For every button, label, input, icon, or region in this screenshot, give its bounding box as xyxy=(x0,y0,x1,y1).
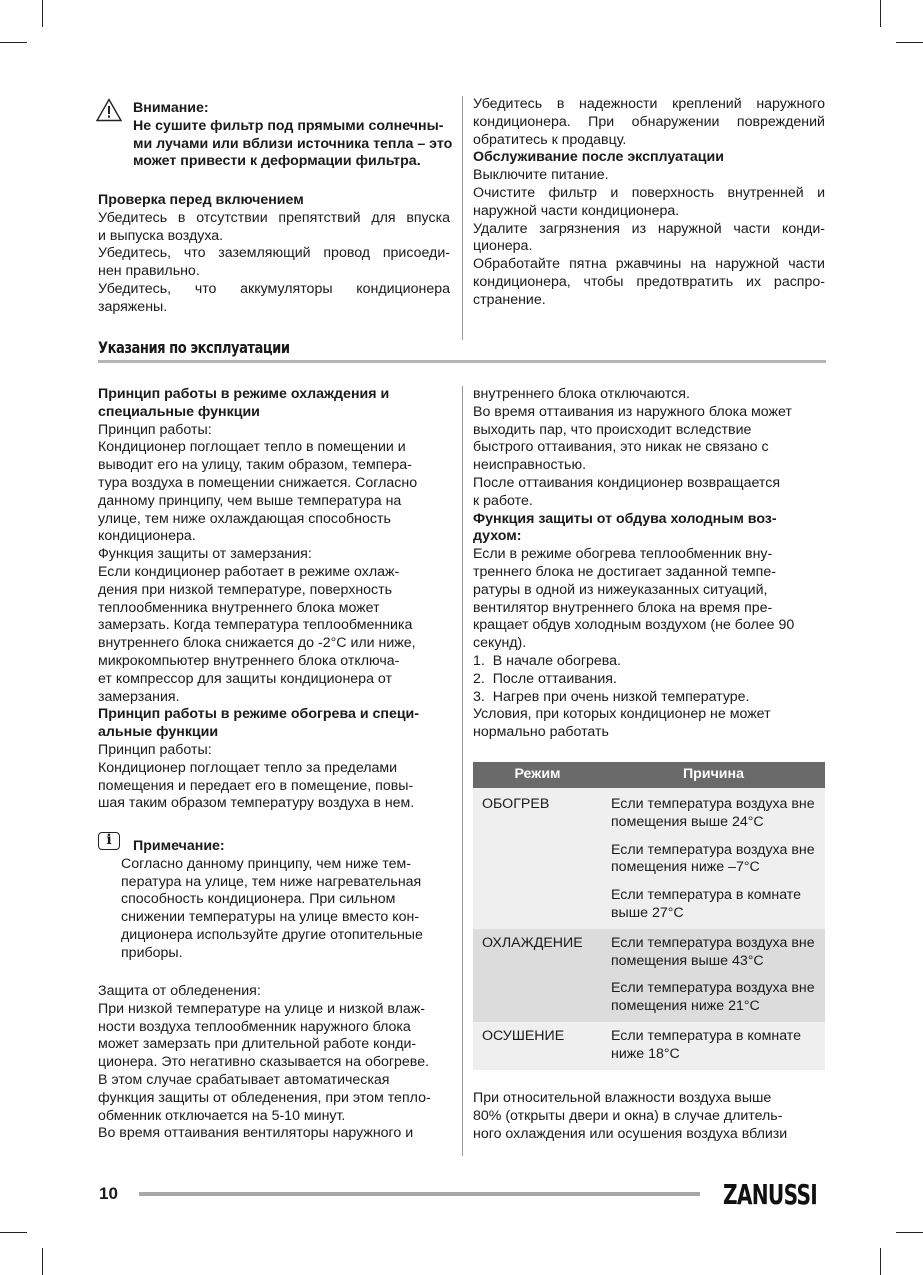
text-line: После оттаивания кондиционер возвращается xyxy=(473,474,780,491)
heading: Принцип работы в режиме охлаждения и xyxy=(98,386,390,402)
mode-cell xyxy=(473,974,602,1022)
list-item: 3. Нагрев при очень низкой температуре. xyxy=(473,688,750,705)
heading: Обслуживание после эксплуатации xyxy=(473,149,724,166)
text-line: данному принципу, чем выше температура на xyxy=(98,492,402,509)
cause-cell: Если температура воздуха вне помещения выше 24°C xyxy=(602,788,825,836)
text-line: выводит его на улицу, таким образом, темпера- xyxy=(98,457,412,474)
text-line: и выпуска воздуха. xyxy=(98,227,224,244)
table-header: Режим xyxy=(473,762,602,788)
text-line: неисправностью. xyxy=(473,457,587,474)
section-title xyxy=(98,338,826,363)
note-line: способность кондиционера. При сильном xyxy=(121,891,396,908)
text-line: кращает обдув холодным воздухом (не более 90 xyxy=(473,617,795,634)
crop-mark xyxy=(896,1232,923,1233)
text-line: Выключите питание. xyxy=(473,167,609,184)
table-row xyxy=(473,881,825,929)
heading: альные функции xyxy=(98,724,219,741)
text-line: Обработайте пятна ржавчины на наружной части xyxy=(473,256,825,273)
text-line: обменник отключается на 5-10 минут. xyxy=(98,1107,346,1124)
warning-title: Внимание: xyxy=(133,100,209,116)
cause-cell: Если температура воздуха вне помещения выше 43°C xyxy=(602,929,825,975)
footer-rule xyxy=(139,1192,700,1196)
note-line: диционера используйте другие отопительные xyxy=(121,926,423,943)
text-line: кондиционера. xyxy=(98,528,196,545)
text-line: заряжены. xyxy=(98,298,168,315)
text-line: странение. xyxy=(473,291,546,308)
mode-cell: ОСУШЕНИЕ xyxy=(473,1022,602,1070)
warning-line: Не сушите фильтр под прямыми солнечны- xyxy=(133,117,444,134)
text-line: Принцип работы: xyxy=(98,421,212,438)
heading: Проверка перед включением xyxy=(98,192,304,208)
text-line: внутреннего блока отключаются. xyxy=(473,386,690,402)
cause-cell: Если температура в комнате выше 27°C xyxy=(602,881,825,929)
text-line: Удалите загрязнения из наружной части конди- xyxy=(473,220,825,237)
text-line: может замерзать при длительной работе конди- xyxy=(98,1036,417,1053)
text-line: В этом случае срабатывает автоматическая xyxy=(98,1071,390,1088)
conditions-table xyxy=(473,762,825,1070)
text-line: Убедитесь в надежности креплений наружного xyxy=(473,96,825,112)
crop-mark xyxy=(880,0,881,27)
text-line: 80% (открыты двери и окна) в случае длитель- xyxy=(473,1107,783,1124)
table-row xyxy=(473,974,825,1022)
text-line: к работе. xyxy=(473,492,533,509)
text-line: ционера. xyxy=(473,238,533,255)
crop-mark xyxy=(896,42,923,43)
crop-mark xyxy=(42,1248,43,1275)
text-line: Если в режиме обогрева теплообменник вну- xyxy=(473,546,773,563)
note-title: Примечание: xyxy=(133,838,225,854)
page-number: 10 xyxy=(99,1184,118,1203)
mode-cell: ОХЛАЖДЕНИЕ xyxy=(473,929,602,975)
check-before-start xyxy=(98,192,450,317)
text-line: нен правильно. xyxy=(98,263,200,280)
warning-icon xyxy=(96,98,122,122)
text-line: тура воздуха в помещении снижается. Согласно xyxy=(98,474,418,491)
list-item: 1. В начале обогрева. xyxy=(473,652,621,669)
table-header-row xyxy=(473,762,825,788)
crop-mark xyxy=(42,0,43,27)
crop-mark xyxy=(0,42,27,43)
text-line: Убедитесь в отсутствии препятствий для впуска xyxy=(98,209,450,226)
crop-mark xyxy=(0,1232,27,1233)
text-line: помещения и передает его в помещение, повы- xyxy=(98,777,414,794)
text-line: Во время оттаивания вентиляторы наружного и xyxy=(98,1125,414,1142)
text-line: замерзать. Когда температура теплообменника xyxy=(98,617,413,634)
text-line: внутреннего блока снижается до -2°C или ниже, xyxy=(98,635,416,652)
column-divider xyxy=(462,96,463,340)
text-line: Убедитесь, что заземляющий провод присоеди- xyxy=(98,245,450,262)
left-column-a xyxy=(98,386,453,813)
note-line: пература на улице, тем ниже нагревательная xyxy=(121,873,422,890)
table-row xyxy=(473,1022,825,1070)
list-item: 2. После оттаивания. xyxy=(473,670,617,687)
text-line: дения при низкой температуре, поверхность xyxy=(98,581,393,598)
text-line: быстрого оттаивания, это никак не связано с xyxy=(473,439,769,456)
text-line: ности воздуха теплообменник наружного блока xyxy=(98,1018,411,1035)
text-line: наружной части кондиционера. xyxy=(473,202,680,219)
text-line: обратитесь к продавцу. xyxy=(473,131,627,148)
text-line: ет компрессор для защиты кондиционера от xyxy=(98,670,392,687)
heading: Принцип работы в режиме обогрева и специ- xyxy=(98,706,419,723)
mode-cell xyxy=(473,881,602,929)
text-line: теплообменника внутреннего блока может xyxy=(98,599,380,616)
info-icon: i xyxy=(98,832,120,850)
text-line: микрокомпьютер внутреннего блока отключа- xyxy=(98,652,400,669)
text-line: Защита от обледенения: xyxy=(98,983,261,999)
text-line: Принцип работы: xyxy=(98,741,212,758)
note-line: Согласно данному принципу, чем ниже тем- xyxy=(121,855,411,872)
text-line: шая таким образом температуру воздуха в нем. xyxy=(98,795,415,812)
text-line: Кондиционер поглощает тепло в помещении и xyxy=(98,439,406,456)
maintenance-block xyxy=(473,96,825,310)
text-line: Условия, при которых кондиционер не может xyxy=(473,706,771,723)
text-line: При низкой температуре на улице и низкой влаж- xyxy=(98,1000,425,1017)
text-line: При относительной влажности воздуха выше xyxy=(473,1090,772,1106)
text-line: ционера. Это негативно сказывается на обогреве. xyxy=(98,1054,430,1071)
text-line: секунд). xyxy=(473,635,527,652)
right-column-a xyxy=(473,386,828,742)
mode-cell xyxy=(473,836,602,882)
mode-cell: ОБОГРЕВ xyxy=(473,788,602,836)
right-column-b xyxy=(473,1090,828,1143)
text-line: функция защиты от обледенения, при этом тепло- xyxy=(98,1089,431,1106)
heading: Функция защиты от обдува холодным воз- xyxy=(473,510,777,527)
cause-cell: Если температура в комнате ниже 18°C xyxy=(602,1022,825,1070)
crop-mark xyxy=(880,1248,881,1275)
heading: духом: xyxy=(473,528,522,545)
text-line: ного охлаждения или осушения воздуха вблизи xyxy=(473,1125,788,1142)
table-row xyxy=(473,929,825,975)
left-column-b xyxy=(98,983,453,1143)
table-row xyxy=(473,836,825,882)
cause-cell: Если температура воздуха вне помещения ниже 21°C xyxy=(602,974,825,1022)
text-line: ратуры в одной из нижеуказанных ситуаций, xyxy=(473,581,768,598)
text-line: нормально работать xyxy=(473,724,609,741)
text-line: кондиционера. При обнаружении повреждений xyxy=(473,113,825,130)
text-line: треннего блока не достигает заданной темпе- xyxy=(473,563,776,580)
brand-logo: ZANUSSI xyxy=(723,1178,818,1211)
warning-line: может привести к деформации фильтра. xyxy=(133,153,421,170)
text-line: Убедитесь, что аккумуляторы кондиционера xyxy=(98,280,450,297)
warning-block xyxy=(133,100,451,171)
text-line: вентилятор внутреннего блока на время пре- xyxy=(473,599,773,616)
text-line: Во время оттаивания из наружного блока может xyxy=(473,403,792,420)
text-line: Кондиционер поглощает тепло за пределами xyxy=(98,759,398,776)
text-line: замерзания. xyxy=(98,688,180,705)
note-line: приборы. xyxy=(121,944,183,961)
section-title-text: Указания по эксплуатации xyxy=(98,338,290,357)
heading: специальные функции xyxy=(98,403,260,420)
text-line: Если кондиционер работает в режиме охлаж- xyxy=(98,563,400,580)
note-block xyxy=(121,838,451,963)
warning-line: ми лучами или вблизи источника тепла – это xyxy=(133,135,453,152)
text-line: Функция защиты от замерзания: xyxy=(98,546,312,563)
column-divider xyxy=(462,386,463,1156)
table-header: Причина xyxy=(602,762,825,788)
note-line: снижении температуры на улице вместо кон- xyxy=(121,909,420,926)
cause-cell: Если температура воздуха вне помещения ниже –7°C xyxy=(602,836,825,882)
text-line: Очистите фильтр и поверхность внутренней и xyxy=(473,184,825,201)
table-row xyxy=(473,788,825,836)
text-line: улице, тем ниже охлаждающая способность xyxy=(98,510,391,527)
text-line: выходить пар, что происходит вследствие xyxy=(473,421,752,438)
text-line: кондиционера, чтобы предотвратить их распро- xyxy=(473,273,825,290)
